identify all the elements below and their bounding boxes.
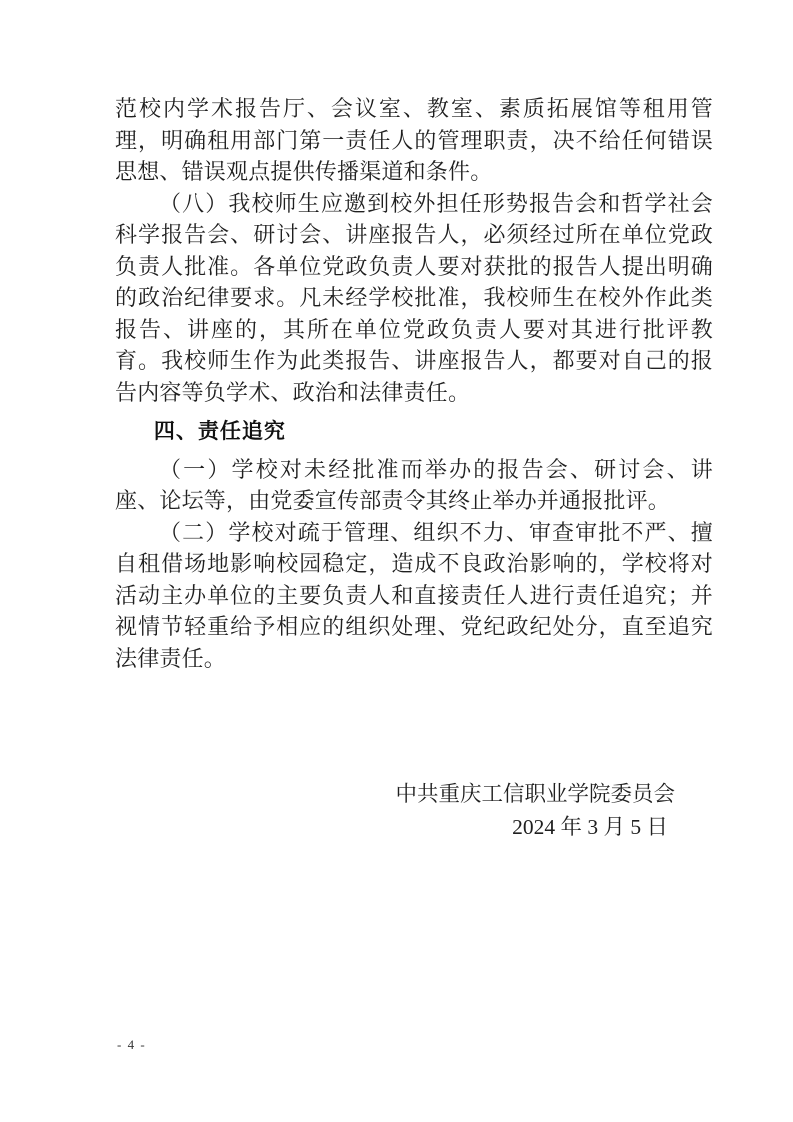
signature-block	[395, 778, 675, 844]
paragraph-continuation: 范校内学术报告厅、会议室、教室、素质拓展馆等租用管理，明确租用部门第一责任人的管理职责，决不给任何错误思想、错误观点提供传播渠道和条件。	[115, 96, 713, 184]
section-heading-responsibility: 四、责任追究	[153, 420, 286, 443]
paragraph-item-2: （二）学校对疏于管理、组织不力、审查审批不严、擅自租借场地影响校园稳定，造成不良政治影响的，学校将对活动主办单位的主要负责人和直接责任人进行责任追究；并视情节轻重给予相应的组织处理、党纪政纪处分，直至追究法律责任。	[115, 519, 713, 671]
page-number: - 4 -	[117, 1037, 147, 1052]
paragraph-item-8: （八）我校师生应邀到校外担任形势报告会和哲学社会科学报告会、研讨会、讲座报告人，必须经过所在单位党政负责人批准。各单位党政负责人要对获批的报告人提出明确的政治纪律要求。凡未经学校批准，我校师生在校外作此类报告、讲座的，其所在单位党政负责人要对其进行批评教育。我校师生作为此类报告、讲座报告人，都要对自己的报告内容等负学术、政治和法律责任。	[115, 190, 713, 405]
signature-date: 2024 年 3 月 5 日	[512, 815, 668, 839]
document-body	[115, 93, 713, 674]
signature-organization: 中共重庆工信职业学院委员会	[395, 782, 675, 806]
paragraph-item-1: （一）学校对未经批准而举办的报告会、研讨会、讲座、论坛等，由党委宣传部责令其终止举办并通报批评。	[115, 456, 713, 513]
